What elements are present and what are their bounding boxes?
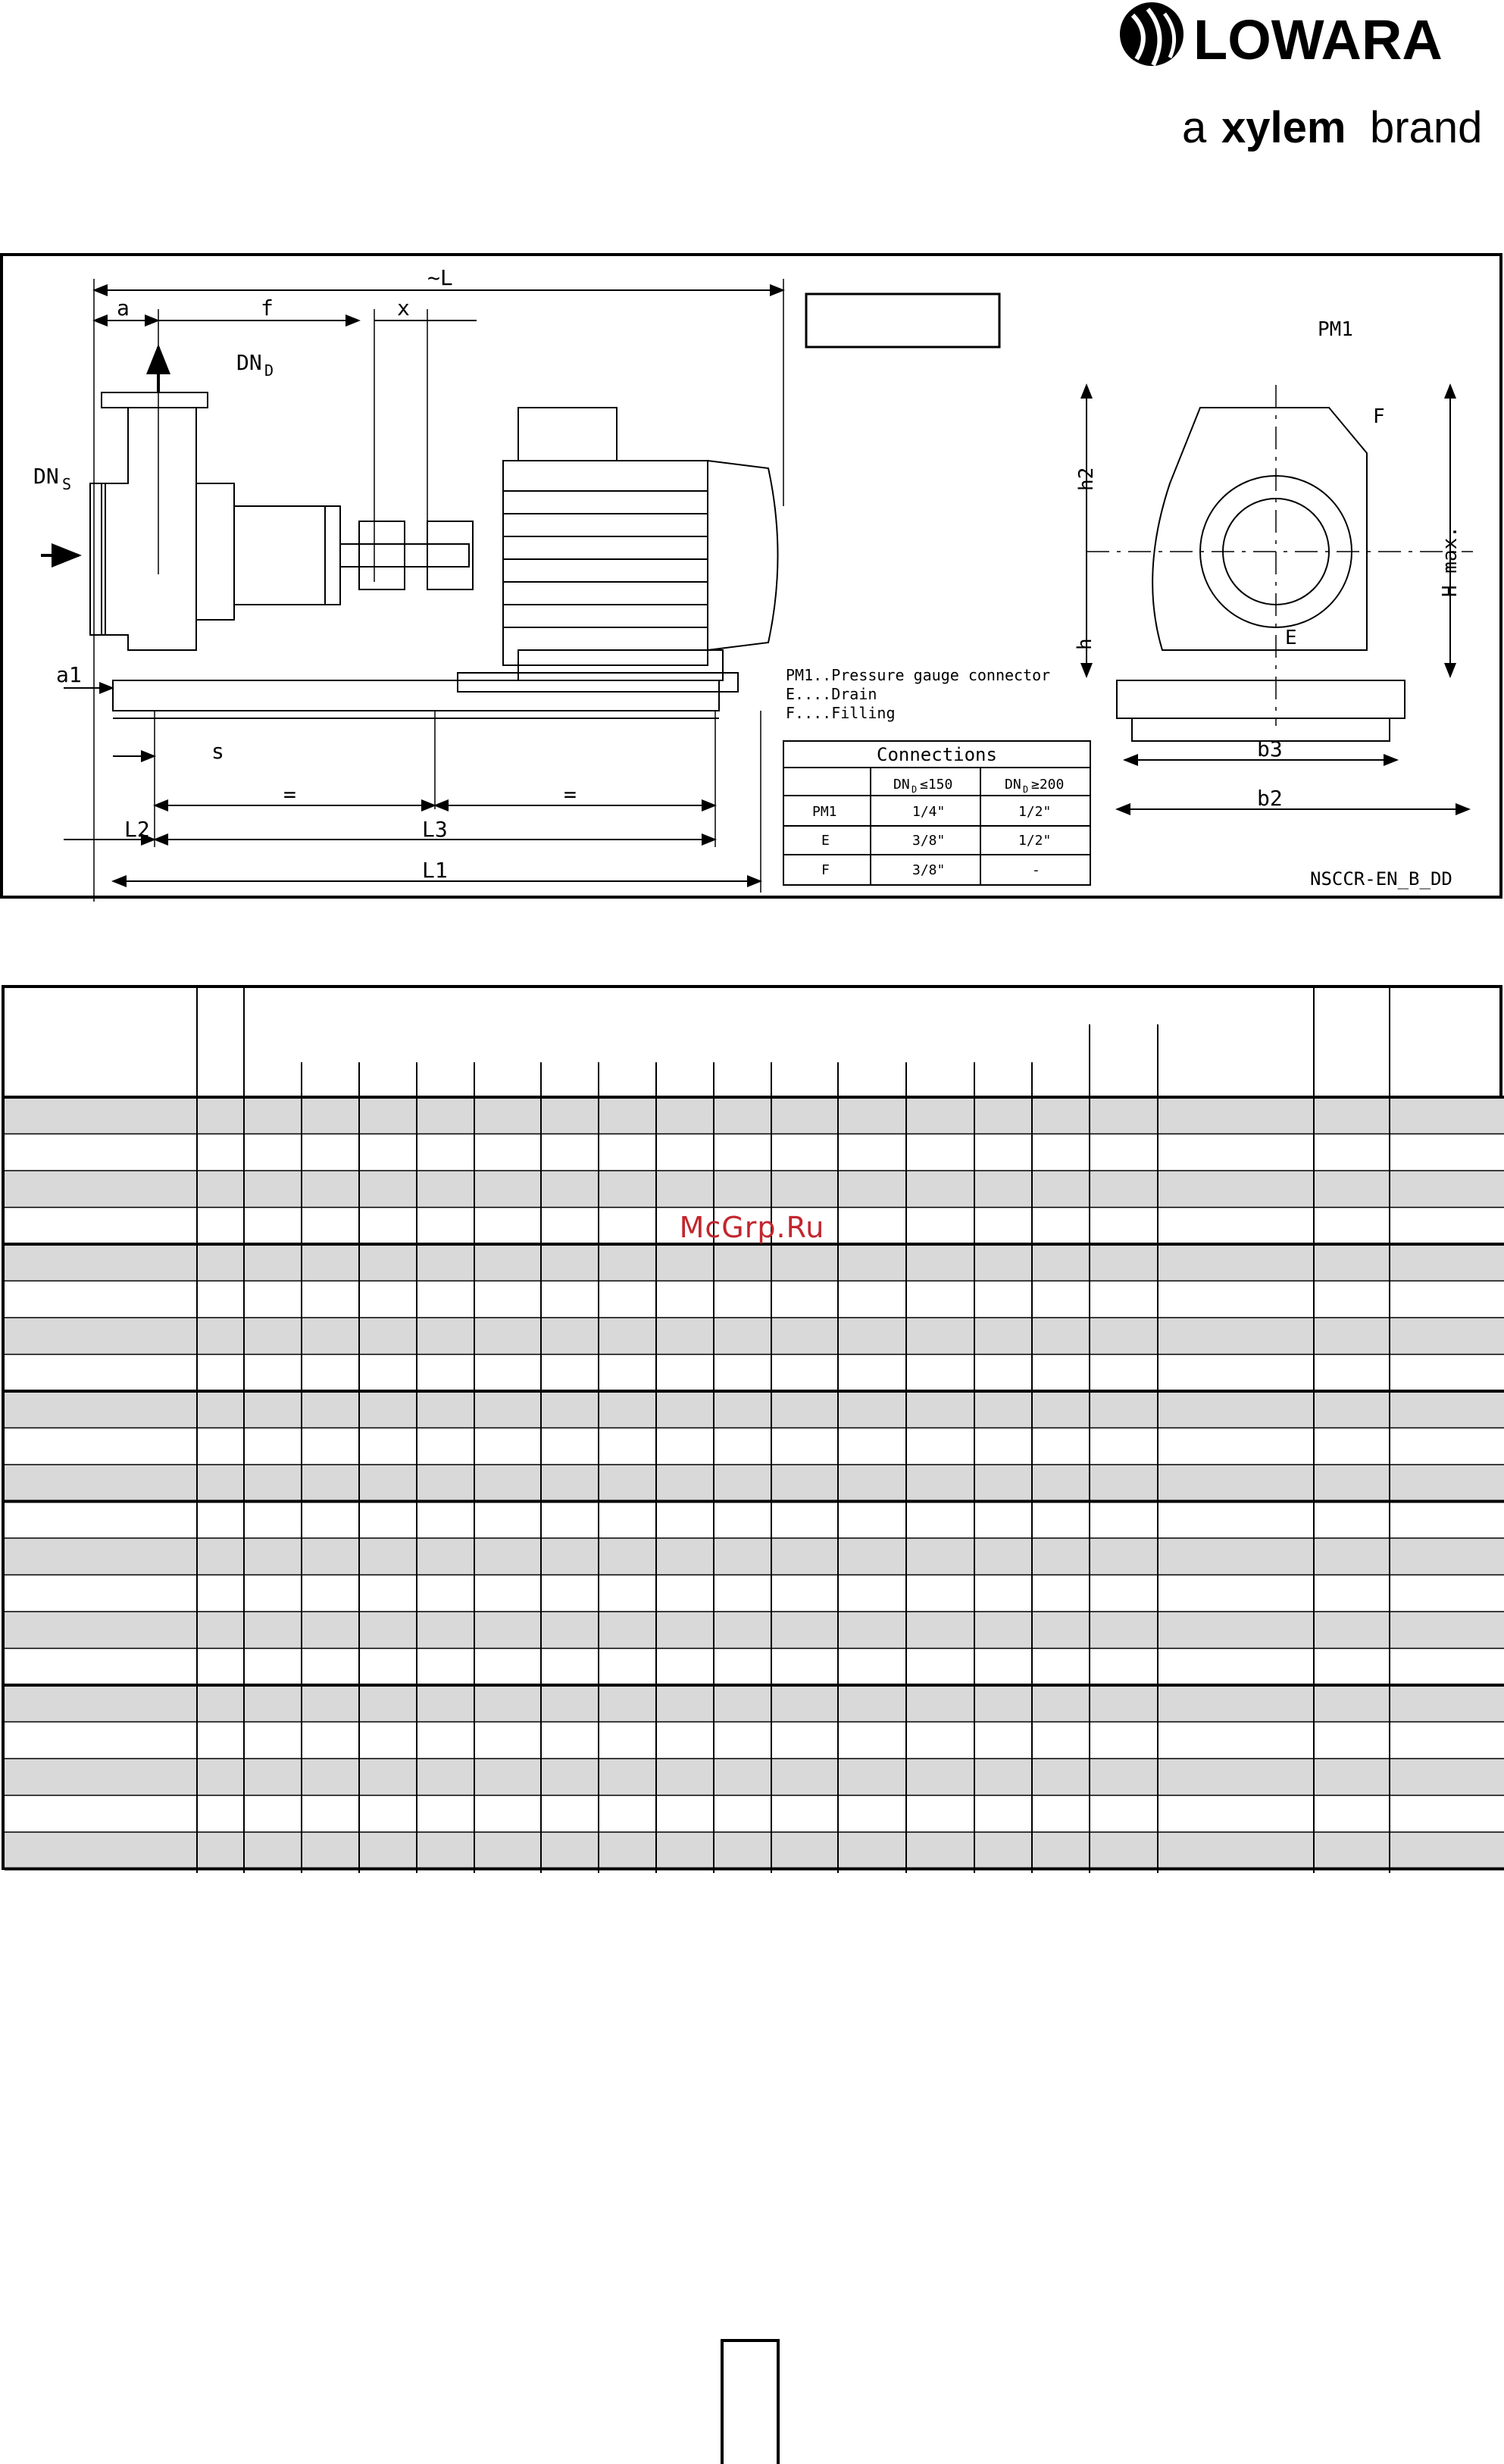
shaft-flange [325,506,340,605]
side-baseplate [1117,680,1405,718]
drawing-code: NSCCR-EN_B_DD [1310,868,1452,890]
label-b3: b3 [1257,736,1283,761]
label-Hmax: H max. [1439,526,1462,597]
connections-col2: DN [1005,777,1021,793]
pump-drawing-frame [0,253,1502,899]
label-DNS: DN [33,464,59,489]
label-h2: h2 [1075,467,1098,491]
brand-name: LOWARA [1193,8,1443,71]
lowara-logo [1106,0,1500,159]
label-DND: DN [236,350,262,375]
pump-volute [102,408,196,650]
table-row [5,1538,1504,1575]
label-h: h [1074,638,1096,650]
empty-label-box [806,294,999,347]
coupling-half-2 [427,521,473,589]
connections-col2-sub: D [1023,784,1029,795]
connections-title: Connections [877,744,997,765]
label-a: a [117,295,130,321]
conn-row-3-val1: 3/8" [912,862,946,878]
table-row [5,1318,1504,1355]
table-row [5,1171,1504,1208]
watermark-text: McGrp.Ru [679,1211,825,1244]
bearing-housing [234,506,325,605]
conn-row-2-label: E [821,833,830,849]
table-row [5,1612,1504,1649]
label-f: f [261,295,274,321]
table-row [5,1244,1504,1281]
table-row [5,1502,1504,1539]
brand-tagline-a: a [1182,103,1207,152]
label-L: ~L [427,265,453,290]
table-row [5,1685,1504,1722]
table-row [5,1649,1504,1686]
label-F: F [1373,405,1385,428]
legend-line-1: PM1..Pressure gauge connector [786,666,1051,684]
connections-col1: DN [893,777,910,793]
table-row [5,1428,1504,1465]
motor-plinth [458,673,738,692]
table-row [5,1575,1504,1612]
baseplate [113,680,719,711]
table-row [5,1355,1504,1392]
table-row [5,1391,1504,1428]
label-L2: L2 [124,817,150,842]
table-row [5,1465,1504,1502]
pump-side-volute [1152,408,1367,650]
coupling-half-1 [359,521,405,589]
terminal-box [518,408,617,461]
suction-flange [90,483,105,635]
conn-row-2-val1: 3/8" [912,833,946,849]
label-DND-sub: D [264,361,274,380]
table-row [5,1097,1504,1134]
lowara-logo-mark [1106,0,1500,159]
lowara-swirl-icon [1120,2,1184,66]
label-L3: L3 [422,817,448,842]
legend-line-3: F....Filling [786,704,896,722]
conn-row-3-val2: - [1032,862,1040,878]
motor-fan-cover [708,461,778,650]
discharge-flange [102,392,208,408]
pump-dimension-drawing [3,256,1504,902]
conn-row-3-label: F [821,862,830,878]
connections-col1-sub: D [911,784,918,795]
table-row [5,1722,1504,1759]
legend-line-2: E....Drain [786,685,877,703]
conn-row-1-label: PM1 [812,804,837,820]
page-number-box [721,2339,780,2464]
connections-col1-rest: ≤150 [920,777,953,793]
conn-row-1-val2: 1/2" [1018,804,1052,820]
label-eq2: = [564,782,577,807]
brand-tagline-xylem: xylem [1221,103,1346,152]
connections-col2-rest: ≥200 [1031,777,1065,793]
dimensions-table-grid [5,988,1504,1873]
table-row [5,1759,1504,1796]
table-row [5,1281,1504,1318]
label-b2: b2 [1257,786,1283,811]
label-a1: a1 [56,662,82,687]
conn-row-2-val2: 1/2" [1018,833,1052,849]
table-row [5,1796,1504,1833]
label-s: s [211,739,224,764]
table-row [5,1832,1504,1869]
label-PM1: PM1 [1318,318,1353,341]
brand-tagline-brand: brand [1370,103,1483,152]
label-E: E [1285,627,1297,649]
label-eq1: = [283,782,296,807]
dimensions-table [2,985,1502,1870]
pump-cover [196,483,234,620]
label-DNS-sub: S [62,475,72,493]
label-x: x [397,295,410,321]
conn-row-1-val1: 1/4" [912,804,946,820]
table-row [5,1134,1504,1171]
label-L1: L1 [422,858,448,883]
